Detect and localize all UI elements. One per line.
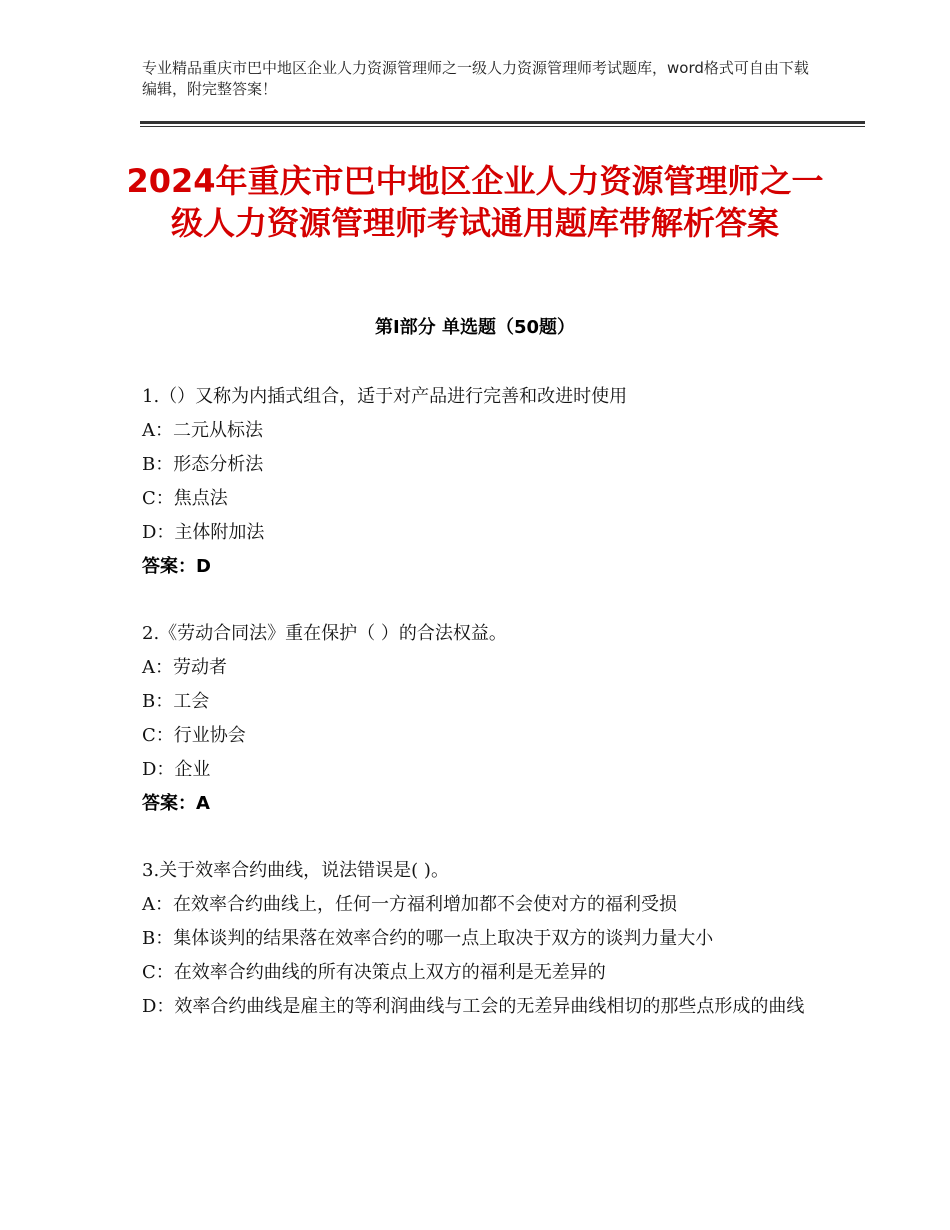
question-1	[142, 380, 807, 584]
header-divider-thick	[140, 121, 865, 124]
header-note: 专业精品重庆市巴中地区企业人力资源管理师之一级人力资源管理师考试题库，word格式可自由下载编辑，附完整答案！	[142, 59, 809, 98]
option-b: B：工会	[142, 691, 210, 712]
question-text: 3.关于效率合约曲线，说法错误是( )。	[142, 860, 449, 881]
option-d: D：主体附加法	[142, 522, 265, 543]
question-text: 2.《劳动合同法》重在保护（ ）的合法权益。	[142, 623, 507, 644]
option-d: D：效率合约曲线是雇主的等利润曲线与工会的无差异曲线相切的那些点形成的曲线	[142, 996, 805, 1017]
document-title: 2024年重庆市巴中地区企业人力资源管理师之一级人力资源管理师考试通用题库带解析答案	[126, 162, 824, 242]
option-b: B：形态分析法	[142, 454, 264, 475]
option-a: A：二元从标法	[142, 420, 263, 441]
section-heading: 第Ⅰ部分 单选题（50题）	[374, 317, 575, 338]
answer-text: 答案：D	[142, 556, 211, 577]
answer-text: 答案：A	[142, 793, 210, 814]
option-a: A：劳动者	[142, 657, 227, 678]
option-c: C：焦点法	[142, 488, 228, 509]
option-b: B：集体谈判的结果落在效率合约的哪一点上取决于双方的谈判力量大小	[142, 928, 714, 949]
option-c: C：在效率合约曲线的所有决策点上双方的福利是无差异的	[142, 962, 606, 983]
header-divider-thin	[140, 126, 865, 127]
question-list	[142, 380, 807, 1057]
question-3	[142, 854, 807, 1024]
option-d: D：企业	[142, 759, 211, 780]
question-2	[142, 617, 807, 821]
question-text: 1.（）又称为内插式组合，适于对产品进行完善和改进时使用	[142, 386, 628, 407]
option-a: A：在效率合约曲线上，任何一方福利增加都不会使对方的福利受损	[142, 894, 677, 915]
option-c: C：行业协会	[142, 725, 246, 746]
